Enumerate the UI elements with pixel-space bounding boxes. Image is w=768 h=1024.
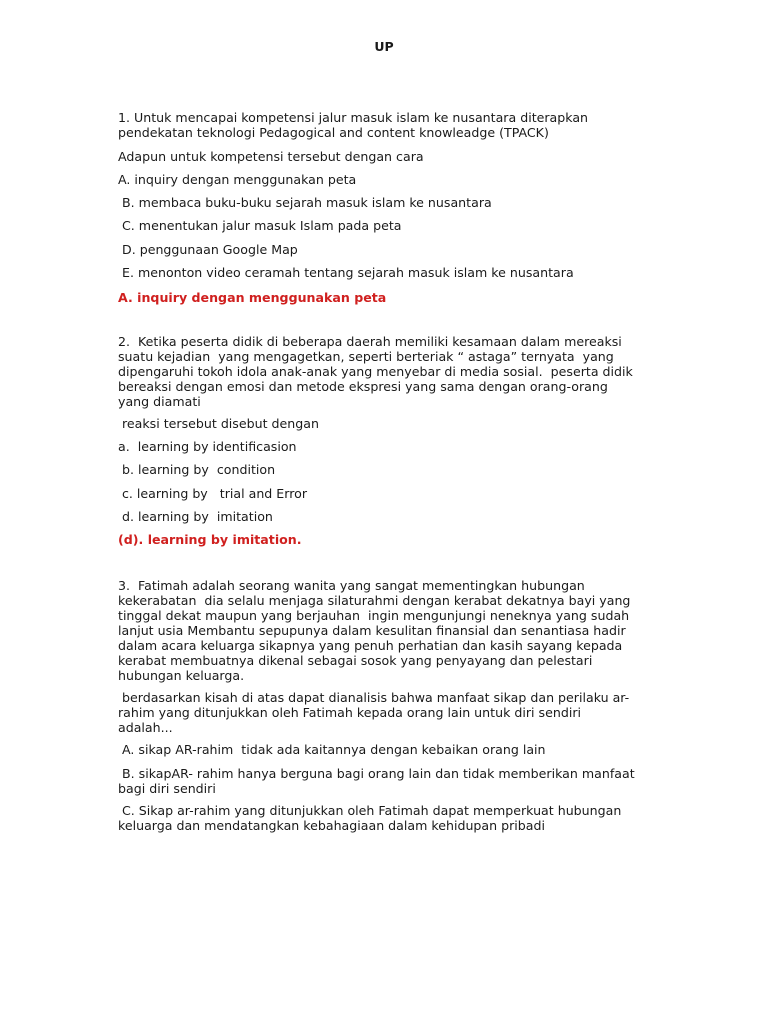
q1-text-line: pendekatan teknologi Pedagogical and content knowleadge (TPACK) [118,125,549,140]
page-title: UP [374,39,394,54]
q2-text-line: bereaksi dengan emosi dan metode ekspresi yang sama dengan orang-orang [118,379,608,394]
q3-text-line: hubungan keluarga. [118,668,245,683]
q1-option-c: C. menentukan jalur masuk Islam pada peta [118,218,402,233]
q3-option-b-line: B. sikapAR- rahim hanya berguna bagi orang lain dan tidak memberikan manfaat [118,766,635,781]
q3-option-c-line: keluarga dan mendatangkan kebahagiaan dalam kehidupan pribadi [118,818,546,833]
q3-text-line: tinggal dekat maupun yang berjauhan ingin mengunjungi neneknya yang sudah [118,608,630,623]
q2-text-line: dipengaruhi tokoh idola anak-anak yang menyebar di media sosial. peserta didik [118,364,633,379]
q3-option-a: A. sikap AR-rahim tidak ada kaitannya dengan kebaikan orang lain [118,742,546,757]
q3-option-b-line: bagi diri sendiri [118,781,216,796]
q3-prompt-line: adalah... [118,720,173,735]
q2-text-line: 2. Ketika peserta didik di beberapa daerah memiliki kesamaan dalam mereaksi [118,334,622,349]
q2-text-line: yang diamati [118,394,201,409]
q3-text-line: kekerabatan dia selalu menjaga silaturahmi dengan kerabat dekatnya bayi yang [118,593,631,608]
q2-text-line: suatu kejadian yang mengagetkan, seperti berteriak “ astaga” ternyata yang [118,349,614,364]
q2-option-a: a. learning by identificasion [118,439,297,454]
q3-prompt-line: berdasarkan kisah di atas dapat dianalisis bahwa manfaat sikap dan perilaku ar- [118,690,630,705]
q1-text-line: 1. Untuk mencapai kompetensi jalur masuk islam ke nusantara diterapkan [118,110,589,125]
q3-option-c-line: C. Sikap ar-rahim yang ditunjukkan oleh Fatimah dapat memperkuat hubungan [118,803,622,818]
q2-option-d: d. learning by imitation [118,509,273,524]
q2-answer: (d). learning by imitation. [118,532,302,547]
q1-option-b: B. membaca buku-buku sejarah masuk islam ke nusantara [118,195,492,210]
q3-text-line: 3. Fatimah adalah seorang wanita yang sangat mementingkan hubungan [118,578,585,593]
q1-option-e: E. menonton video ceramah tentang sejarah masuk islam ke nusantara [118,265,574,280]
q2-option-b: b. learning by condition [118,462,276,477]
q3-text-line: dalam acara keluarga sikapnya yang penuh perhatian dan kasih sayang kepada [118,638,623,653]
q1-answer: A. inquiry dengan menggunakan peta [118,290,387,305]
q1-prompt: Adapun untuk kompetensi tersebut dengan cara [118,149,424,164]
q1-option-a: A. inquiry dengan menggunakan peta [118,172,357,187]
q3-prompt-line: rahim yang ditunjukkan oleh Fatimah kepada orang lain untuk diri sendiri [118,705,581,720]
q3-text-line: kerabat membuatnya dikenal sebagai sosok yang penyayang dan pelestari [118,653,593,668]
q2-option-c: c. learning by trial and Error [118,486,307,501]
q3-text-line: lanjut usia Membantu sepupunya dalam kesulitan finansial dan senantiasa hadir [118,623,626,638]
q1-option-d: D. penggunaan Google Map [118,242,298,257]
q2-prompt: reaksi tersebut disebut dengan [118,416,319,431]
